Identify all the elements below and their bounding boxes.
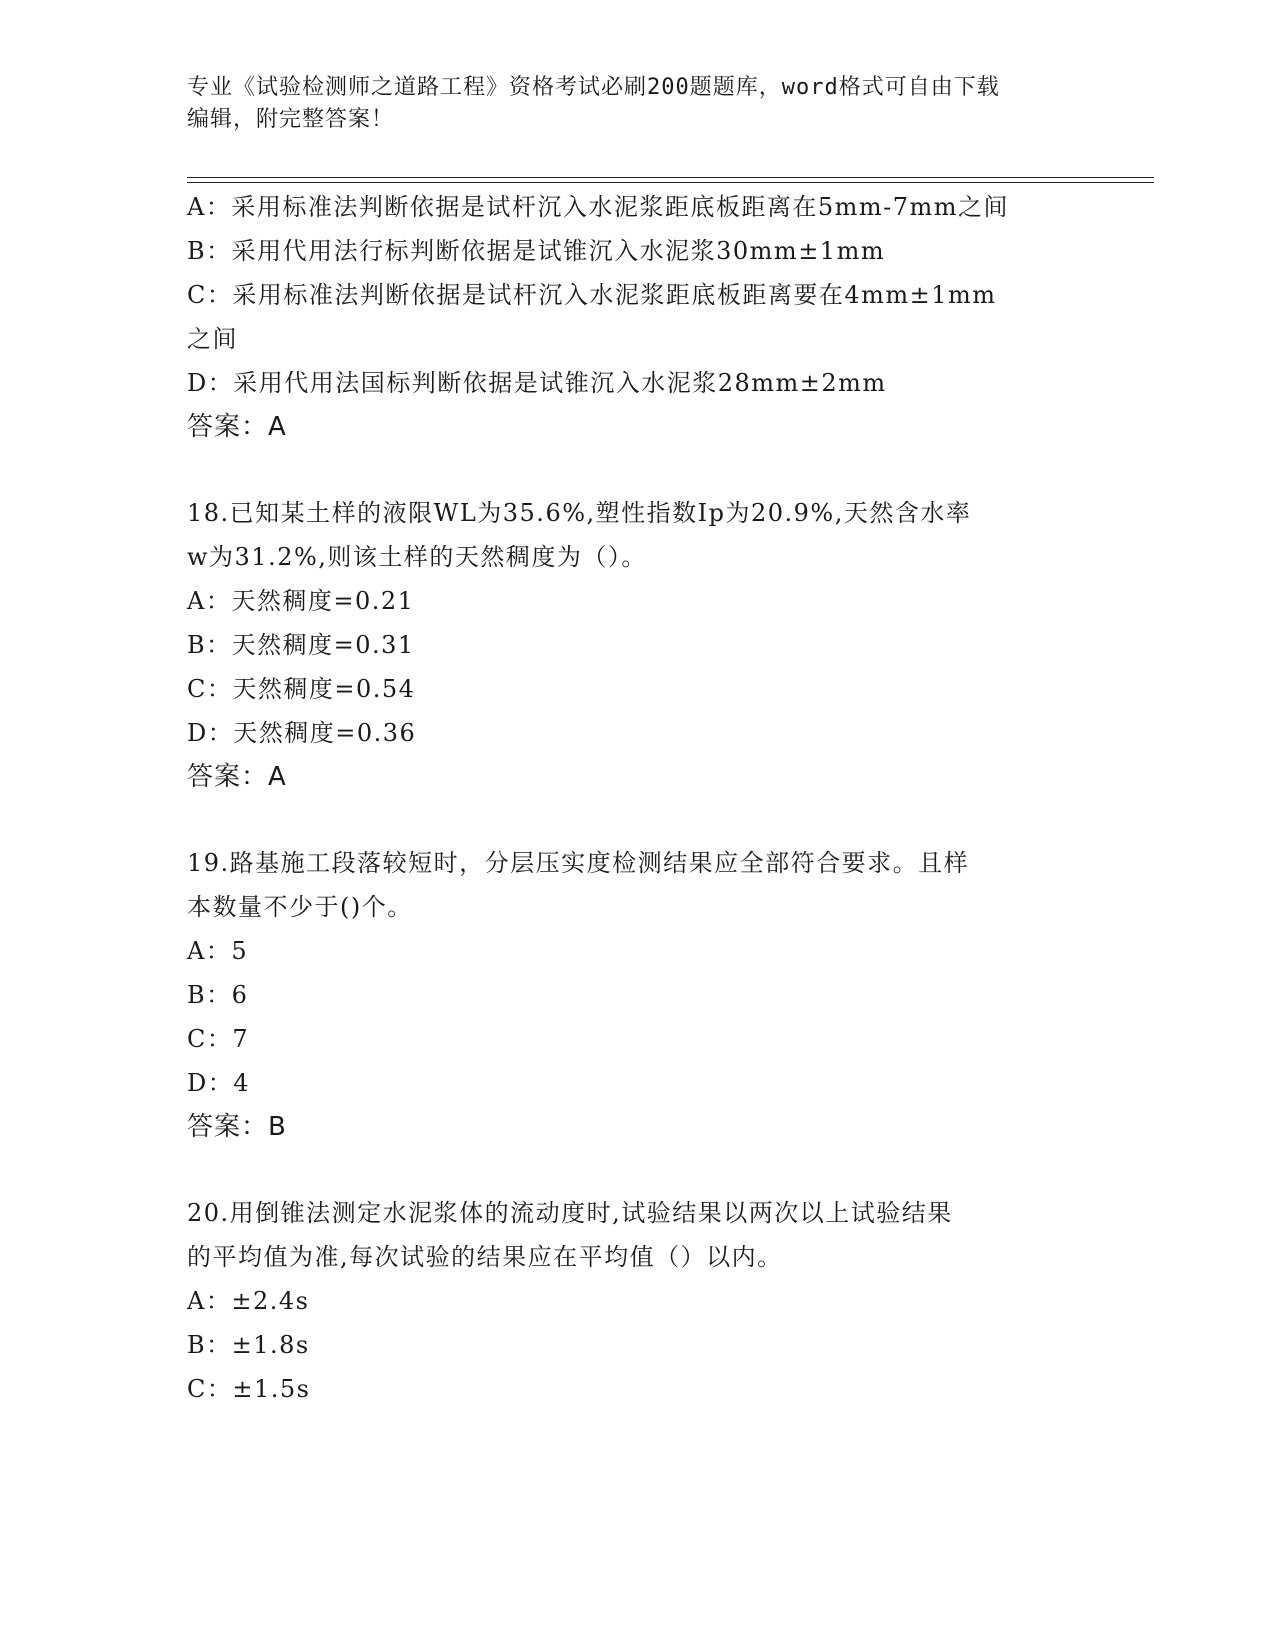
q18-option-c: C：天然稠度=0.54 xyxy=(187,675,416,703)
q20-option-b: B：±1.8s xyxy=(187,1331,310,1359)
q17-option-c-line-2: 之间 xyxy=(187,325,238,353)
q17-option-b: B：采用代用法行标判断依据是试锥沉入水泥浆30mm±1mm xyxy=(187,237,886,265)
q20-option-c: C：±1.5s xyxy=(187,1375,311,1403)
q17-option-a: A：采用标准法判断依据是试杆沉入水泥浆距底板距离在5mm-7mm之间 xyxy=(187,193,1010,221)
q17-answer: 答案：A xyxy=(187,412,287,442)
q18-option-d: D：天然稠度=0.36 xyxy=(187,719,417,747)
header-title-line-1: 专业《试验检测师之道路工程》资格考试必刷200题题库，word格式可自由下载 xyxy=(187,75,1000,100)
q19-option-d: D：4 xyxy=(187,1069,251,1097)
document-header xyxy=(187,72,1087,136)
q18-answer: 答案：A xyxy=(187,762,287,792)
q19-option-a: A：5 xyxy=(187,937,249,965)
q20-stem-line-1: 20.用倒锥法测定水泥浆体的流动度时,试验结果以两次以上试验结果 xyxy=(187,1199,953,1227)
q19-stem-line-2: 本数量不少于()个。 xyxy=(187,893,413,921)
q17-option-c-line-1: C：采用标准法判断依据是试杆沉入水泥浆距底板距离要在4mm±1mm xyxy=(187,281,997,309)
header-divider-top xyxy=(187,177,1154,178)
q18-option-a: A：天然稠度=0.21 xyxy=(187,587,415,615)
q17-option-d: D：采用代用法国标判断依据是试锥沉入水泥浆28mm±2mm xyxy=(187,369,887,397)
q20-option-a: A：±2.4s xyxy=(187,1287,310,1315)
q18-stem-line-1: 18.已知某土样的液限WL为35.6%,塑性指数Ip为20.9%,天然含水率 xyxy=(187,499,972,527)
header-title-line-2: 编辑，附完整答案！ xyxy=(187,107,395,132)
q20-stem-line-2: 的平均值为准,每次试验的结果应在平均值（）以内。 xyxy=(187,1243,783,1271)
q18-stem-line-2: w为31.2%,则该土样的天然稠度为（）。 xyxy=(187,543,647,571)
q19-answer: 答案：B xyxy=(187,1112,287,1142)
q19-option-c: C：7 xyxy=(187,1025,250,1053)
q19-stem-line-1: 19.路基施工段落较短时，分层压实度检测结果应全部符合要求。且样 xyxy=(187,849,970,877)
header-divider-bottom xyxy=(187,182,1154,183)
q19-option-b: B：6 xyxy=(187,981,249,1009)
q18-option-b: B：天然稠度=0.31 xyxy=(187,631,415,659)
